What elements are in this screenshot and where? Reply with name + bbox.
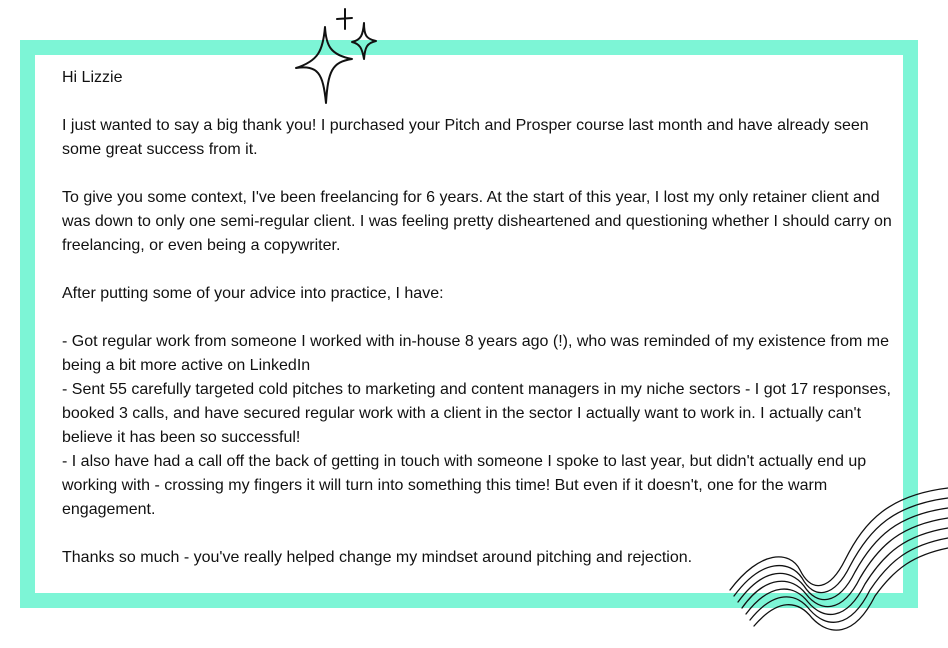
list-item: - Sent 55 carefully targeted cold pitches to marketing and content managers in my niche sectors - I got 17 responses, booked 3 calls, and have secured regular work with a client in the sector I actually want to work in. I actually can't believe it has been so successful! bbox=[62, 381, 891, 446]
list-item: - I also have had a call off the back of getting in touch with someone I spoke to last year, but didn't actually end up working with - crossing my fingers it will turn into something this time! But even if it doesn't, one for the warm engagement. bbox=[62, 453, 867, 518]
closing-line: Thanks so much - you've really helped change my mindset around pitching and rejection. bbox=[62, 549, 693, 566]
list-item: - Got regular work from someone I worked with in-house 8 years ago (!), who was reminded of my existence from me being a bit more active on LinkedIn bbox=[62, 333, 889, 374]
paragraph-context: To give you some context, I've been freelancing for 6 years. At the start of this year, I lost my only retainer client and was down to only one semi-regular client. I was feeling pretty disheartened and questioning whether I should carry on freelancing, or even being a copywriter. bbox=[62, 189, 892, 254]
greeting: Hi Lizzie bbox=[62, 69, 123, 86]
achievements-list bbox=[62, 330, 892, 522]
testimonial-letter bbox=[62, 66, 892, 594]
paragraph-intro-list: After putting some of your advice into practice, I have: bbox=[62, 285, 444, 302]
paragraph-thanks: I just wanted to say a big thank you! I purchased your Pitch and Prosper course last month and have already seen some great success from it. bbox=[62, 117, 869, 158]
